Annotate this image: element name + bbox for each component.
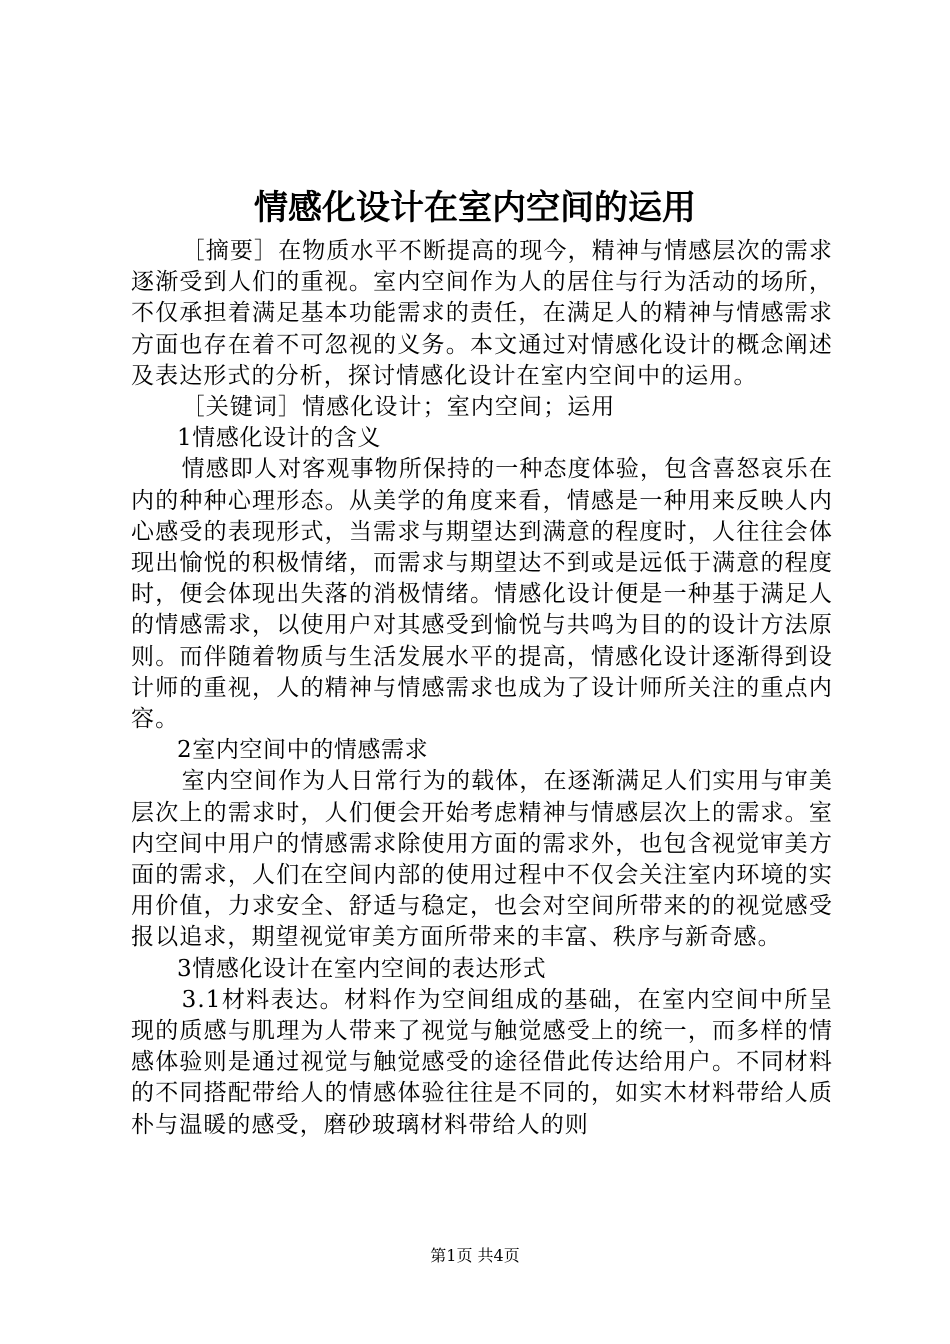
section-3-heading: 3情感化设计在室内空间的表达形式 bbox=[177, 955, 547, 982]
document-title: 情感化设计在室内空间的运用 bbox=[254, 188, 696, 228]
section-2-heading: 2室内空间中的情感需求 bbox=[177, 737, 429, 764]
abstract-paragraph: ［摘要］在物质水平不断提高的现今，精神与情感层次的需求逐渐受到人们的重视。室内空间作为人的居住与行为活动的场所，不仅承担着满足基本功能需求的责任，在满足人的精神与情感需求方面也存在着不可忽视的义务。本文通过对情感化设计的概念阐述及表达形式的分析，探讨情感化设计在室内空间中的运用。 bbox=[131, 238, 833, 389]
page-footer: 第1页 共4页 bbox=[430, 1246, 520, 1265]
section-2-text: 室内空间作为人日常行为的载体，在逐渐满足人们实用与审美层次上的需求时，人们便会开始考虑精神与情感层次上的需求。室内空间中用户的情感需求除使用方面的需求外，也包含视觉审美方面的需求，人们在空间内部的使用过程中不仅会关注室内环境的实用价值，力求安全、舒适与稳定，也会对空间所带来的的视觉感受报以追求，期望视觉审美方面所带来的丰富、秩序与新奇感。 bbox=[131, 768, 833, 951]
section-1-heading: 1情感化设计的含义 bbox=[177, 425, 382, 452]
section-3-text: 3.1材料表达。材料作为空间组成的基础，在室内空间中所呈现的质感与肌理为人带来了视觉与触觉感受上的统一，而多样的情感体验则是通过视觉与触觉感受的途径借此传达给用户。不同材料的不同搭配带给人的情感体验往往是不同的，如实木材料带给人质朴与温暖的感受，磨砂玻璃材料带给人的则 bbox=[131, 986, 833, 1138]
document-body bbox=[131, 236, 833, 1141]
section-1-text: 情感即人对客观事物所保持的一种态度体验，包含喜怒哀乐在内的种种心理形态。从美学的角度来看，情感是一种用来反映人内心感受的表现形式，当需求与期望达到满意的程度时，人往往会体现出愉悦的积极情绪，而需求与期望达不到或是远低于满意的程度时，便会体现出失落的消极情绪。情感化设计便是一种基于满足人的情感需求，以使用户对其感受到愉悦与共鸣为目的的设计方法原则。而伴随着物质与生活发展水平的提高，情感化设计逐渐得到设计师的重视，人的精神与情感需求也成为了设计师所关注的重点内容。 bbox=[131, 456, 833, 733]
keywords-paragraph: ［关键词］情感化设计；室内空间；运用 bbox=[181, 394, 616, 421]
